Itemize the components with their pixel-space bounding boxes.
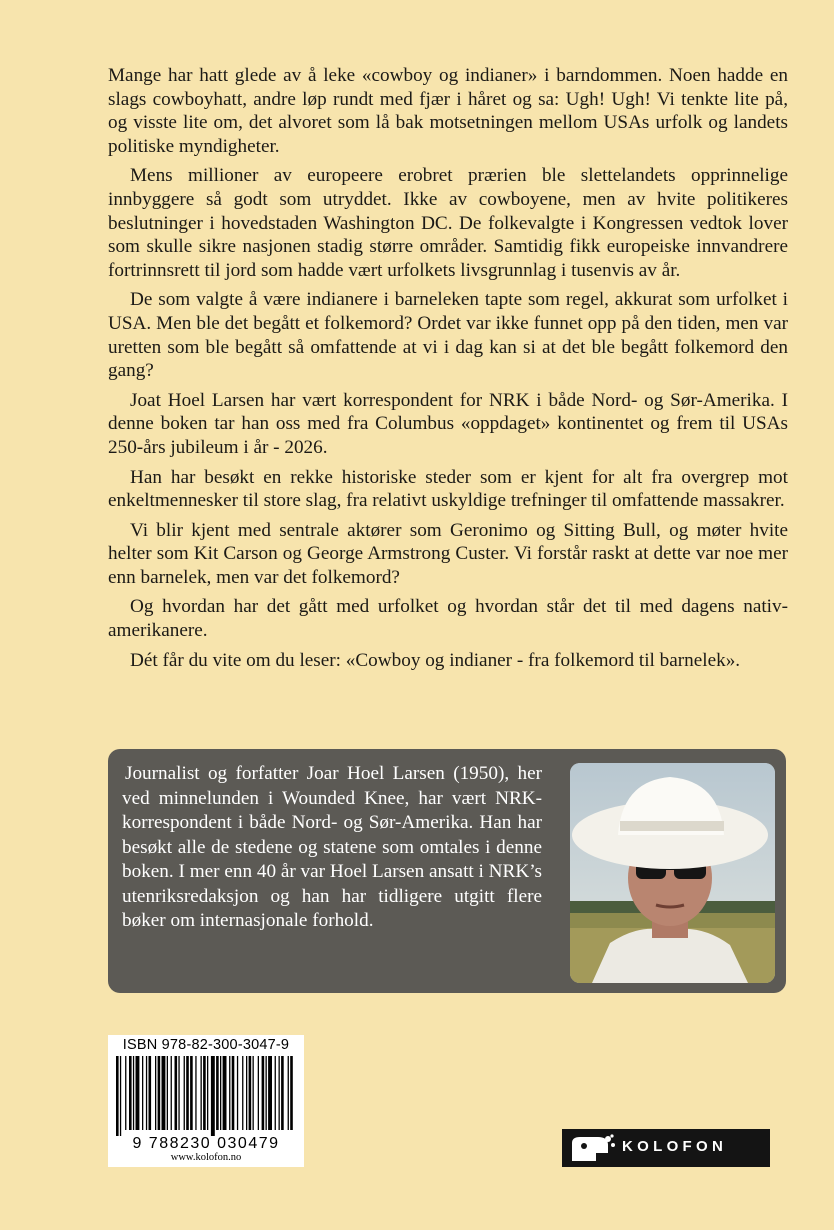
- barcode-digits: 9 788230 030479: [132, 1135, 280, 1152]
- publisher-logo: [562, 1129, 770, 1167]
- paragraph-4: Joat Hoel Larsen har vært korrespondent for NRK i både Nord- og Sør-Amerika. I denne boken tar han oss med fra Columbus «oppdaget» kontinentet og frem til USAs 250-års jubileum i år - 2026.: [108, 389, 788, 458]
- author-portrait-image: [570, 763, 775, 983]
- paragraph-7: Og hvordan har det gått med urfolket og hvordan står det til med dagens nativ-amerikanere.: [108, 596, 788, 642]
- publisher-name: KOLOFON: [622, 1138, 728, 1155]
- isbn-label: ISBN 978-82-300-3047-9: [122, 1037, 290, 1053]
- author-photo: [570, 763, 775, 983]
- author-box: [108, 749, 786, 993]
- barcode-bars: [114, 1056, 298, 1136]
- paragraph-6: Vi blir kjent med sentrale aktører som Geronimo og Sitting Bull, og møter hvite helter som Kit Carson og George Armstrong Custer. Vi forstår raskt at dette var noe mer enn barnelek, men var det folkemord?: [108, 519, 788, 588]
- publisher-url: www.kolofon.no: [170, 1152, 242, 1163]
- isbn-barcode: [108, 1035, 304, 1167]
- paragraph-8: Dét får du vite om du leser: «Cowboy og indianer - fra folkemord til barnelek».: [130, 649, 741, 671]
- paragraph-2: Mens millioner av europeere erobret prærien ble slettelandets opprinnelige innbyggere så godt som utryddet. Ikke av cowboyene, men av hvite politikeres beslutninger i hovedstaden Washington DC. De folkevalgte i Kongressen vedtok lover som skulle sikre nasjonen stadig større områder. Samtidig fikk europeiske innvandrere fortrinnsrett til jord som hadde vært urfolkets livsgrunnlag i tusenvis av år.: [108, 165, 788, 281]
- kolofon-logo-icon: [568, 1133, 616, 1163]
- author-bio: Journalist og forfatter Joar Hoel Larsen (1950), her ved minnelunden i Wounded Knee, har vært NRK-korrespondent i både Nord- og Sør-Amerika. Han har besøkt alle de stedene og statene som omtales i denne boken. I mer enn 40 år var Hoel Larsen ansatt i NRK’s utenriksredaksjon og han har tidligere utgitt flere bøker om internasjonale forhold.: [122, 763, 542, 931]
- back-cover-text: [108, 64, 788, 678]
- paragraph-1: Mange har hatt glede av å leke «cowboy og indianer» i barndommen. Noen hadde en slags cowboyhatt, andre løp rundt med fjær i håret og sa: Ugh! Ugh! Vi tenkte lite på, og visste lite om, det alvoret som lå bak motsetningen mellom USAs urfolk og landets politiske myndigheter.: [108, 65, 788, 157]
- paragraph-5: Han har besøkt en rekke historiske steder som er kjent for alt fra overgrep mot enkeltmennesker til store slag, fra relativt uskyldige trefninger til omfattende massakrer.: [108, 466, 788, 512]
- paragraph-3: De som valgte å være indianere i barneleken tapte som regel, akkurat som urfolket i USA. Men ble det begått et folkemord? Ordet var ikke funnet opp på den tiden, men var uretten som ble begått så omfattende at vi i dag kan si at det ble begått folkemord den gang?: [108, 289, 788, 382]
